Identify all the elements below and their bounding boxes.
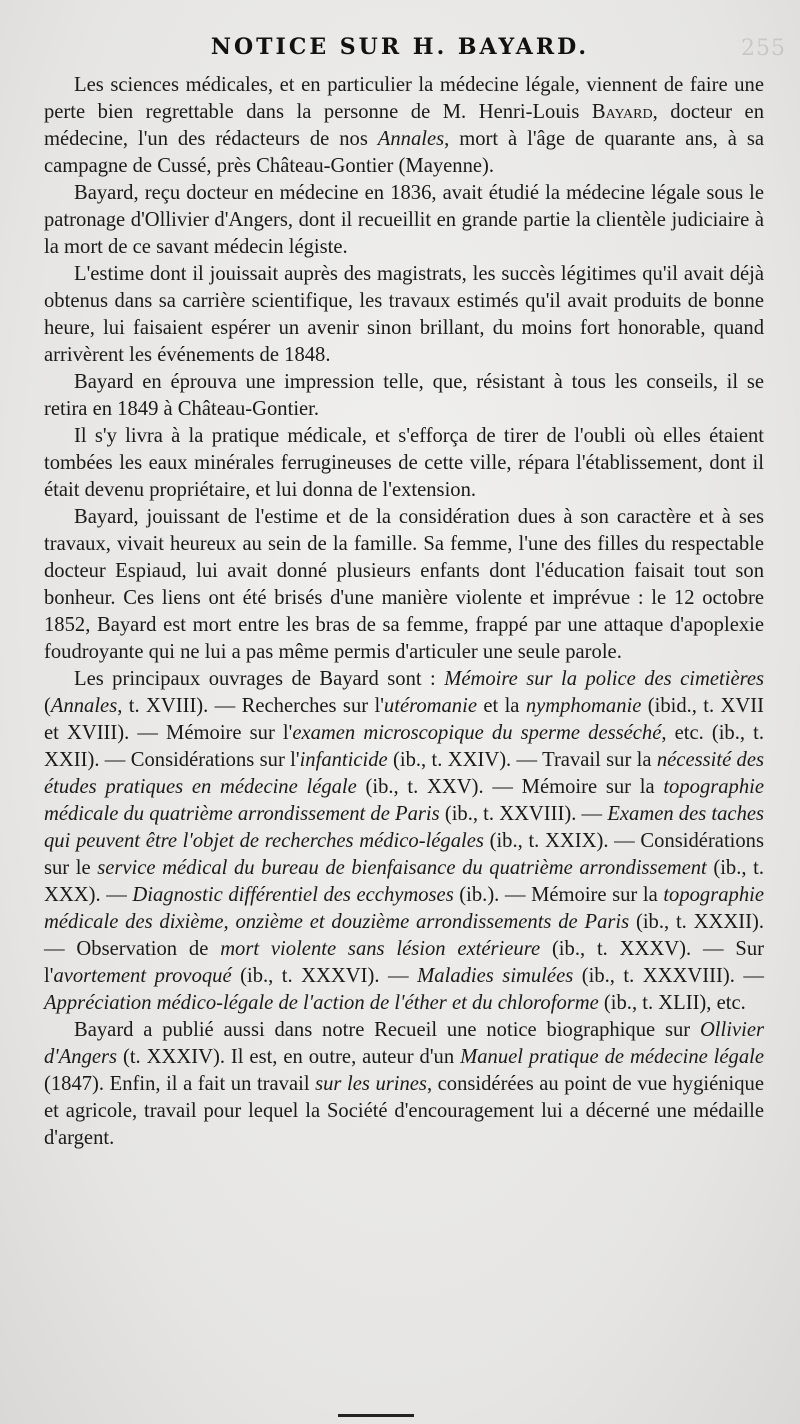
work-title: topographie médicale du quatrième arrondissement de Paris <box>44 776 765 825</box>
work-title: Manuel pratique de médecine légale <box>460 1046 764 1068</box>
text-run: (ibid., t. XVII et XVIII). — Mémoire sur l' <box>44 695 765 744</box>
text-run: Les principaux ouvrages de Bayard sont : <box>74 668 445 690</box>
journal-title: Annales <box>50 695 118 717</box>
text-run: Bayard a publié aussi dans notre Recueil une notice biographique sur <box>74 1019 700 1041</box>
work-title: sur les urines <box>315 1073 427 1095</box>
work-title: mort violente sans lésion extérieure <box>220 938 541 960</box>
work-title: examen microscopique du sperme desséché <box>292 722 662 744</box>
page-title: NOTICE SUR H. BAYARD. <box>210 34 590 60</box>
text-run: (ib., t. XXXII). — Observation de <box>44 911 764 960</box>
text-run: (ib.). — Mémoire sur la <box>453 884 664 906</box>
work-title: nécessité des études pratiques en médecine légale <box>44 749 764 798</box>
text-run: (ib., t. XXIV). — Travail sur la <box>387 749 657 771</box>
text-run: et la <box>476 695 526 717</box>
work-title: nymphomanie <box>525 695 642 717</box>
paragraph-2: Bayard, reçu docteur en médecine en 1836, avait étudié la médecine légale sous le patronage d'Ollivier d'Angers, dont il recueillit en grande partie la clientèle judiciaire à la mort de ce savant médecin légiste. <box>44 182 764 258</box>
text-run: (t. XXXIV). Il est, en outre, auteur d'un <box>117 1046 461 1068</box>
text-run: (ib., t. XXX). — <box>44 857 765 906</box>
work-title: Ollivier d'Angers <box>44 1019 764 1068</box>
text-run: , t. XVIII). — Recherches sur l' <box>117 695 384 717</box>
work-title: infanticide <box>299 749 388 771</box>
text-run: ( <box>44 695 51 717</box>
text-run: , docteur en médecine, l'un des rédacteurs de nos <box>44 101 764 150</box>
paragraph-5: Il s'y livra à la pratique médicale, et s'efforça de tirer de l'oubli où elles étaient tombées les eaux minérales ferrugineuses de cette ville, répara l'établissement, dont il était devenu propriétaire, et lui donna de l'extension. <box>44 425 764 501</box>
paragraph-3: L'estime dont il jouissait auprès des magistrats, les succès légitimes qu'il avait déjà obtenus dans sa carrière scientifique, les travaux estimés qu'il avait produits de bonne heure, lui faisaient espérer un avenir sinon brillant, du moins fort honorable, quand arrivèrent les événements de 1848. <box>44 263 764 366</box>
text-run: , etc. (ib., t. XXII). — Considérations sur l' <box>44 722 764 771</box>
text-run: (ib., t. XXIX). — Considérations sur le <box>44 830 764 879</box>
author-name: Bayard <box>591 101 653 123</box>
text-run: (ib., t. XXXVI). — <box>231 965 418 987</box>
end-rule <box>338 1414 414 1417</box>
text-run: (ib., t. XXXVIII). — <box>573 965 764 987</box>
work-title: Mémoire sur la police des cimetières <box>444 668 764 690</box>
work-title: topographie médicale des dixième, onzième et douzième arrondissements de Paris <box>44 884 764 933</box>
work-title: Appréciation médico-légale de l'action de l'éther et du chloroforme <box>44 992 599 1014</box>
work-title: Diagnostic différentiel des ecchymoses <box>132 884 454 906</box>
article-body <box>44 72 764 1152</box>
text-run: (ib., t. XXXV). — Sur l' <box>44 938 765 987</box>
text-run: , considérées au point de vue hygiénique et agricole, travail pour lequel la Société d'encouragement lui a décerné une médaille d'argent. <box>44 1073 764 1149</box>
work-title: avortement provoqué <box>53 965 232 987</box>
work-title: Maladies simulées <box>417 965 574 987</box>
text-run: (ib., t. XXVIII). — <box>439 803 608 825</box>
paragraph-1 <box>44 72 764 180</box>
page-number: 255 <box>741 36 786 61</box>
text-run: (ib., t. XXV). — Mémoire sur la <box>356 776 664 798</box>
work-title: utéromanie <box>383 695 477 717</box>
paragraph-8 <box>44 1017 764 1152</box>
paragraph-6: Bayard, jouissant de l'estime et de la considération dues à son caractère et à ses travaux, vivait heureux au sein de la famille. Sa femme, l'une des filles du respectable docteur Espiaud, lui avait donné plusieurs enfants dont l'éducation faisait tout son bonheur. Ces liens ont été brisés d'une manière violente et imprévue : le 12 octobre 1852, Bayard est mort entre les bras de sa femme, frappé par une attaque d'apoplexie foudroyante qui ne lui a pas même permis d'articuler une seule parole. <box>44 506 764 663</box>
text-run: (1847). Enfin, il a fait un travail <box>44 1073 316 1095</box>
paragraph-4: Bayard en éprouva une impression telle, que, résistant à tous les conseils, il se retira en 1849 à Château-Gontier. <box>44 371 764 420</box>
work-title: service médical du bureau de bienfaisance du quatrième arrondissement <box>97 857 707 879</box>
text-run: , mort à l'âge de quarante ans, à sa campagne de Cussé, près Château-Gontier (Mayenne). <box>44 128 764 177</box>
paragraph-7 <box>44 666 764 1017</box>
work-title: Examen des taches qui peuvent être l'objet de recherches médico-légales <box>44 803 765 852</box>
text-run: Les sciences médicales, et en particulier la médecine légale, viennent de faire une perte bien regrettable dans la personne de M. Henri-Louis <box>44 74 764 123</box>
text-run: (ib., t. XLII), etc. <box>598 992 746 1014</box>
journal-title: Annales <box>377 128 445 150</box>
